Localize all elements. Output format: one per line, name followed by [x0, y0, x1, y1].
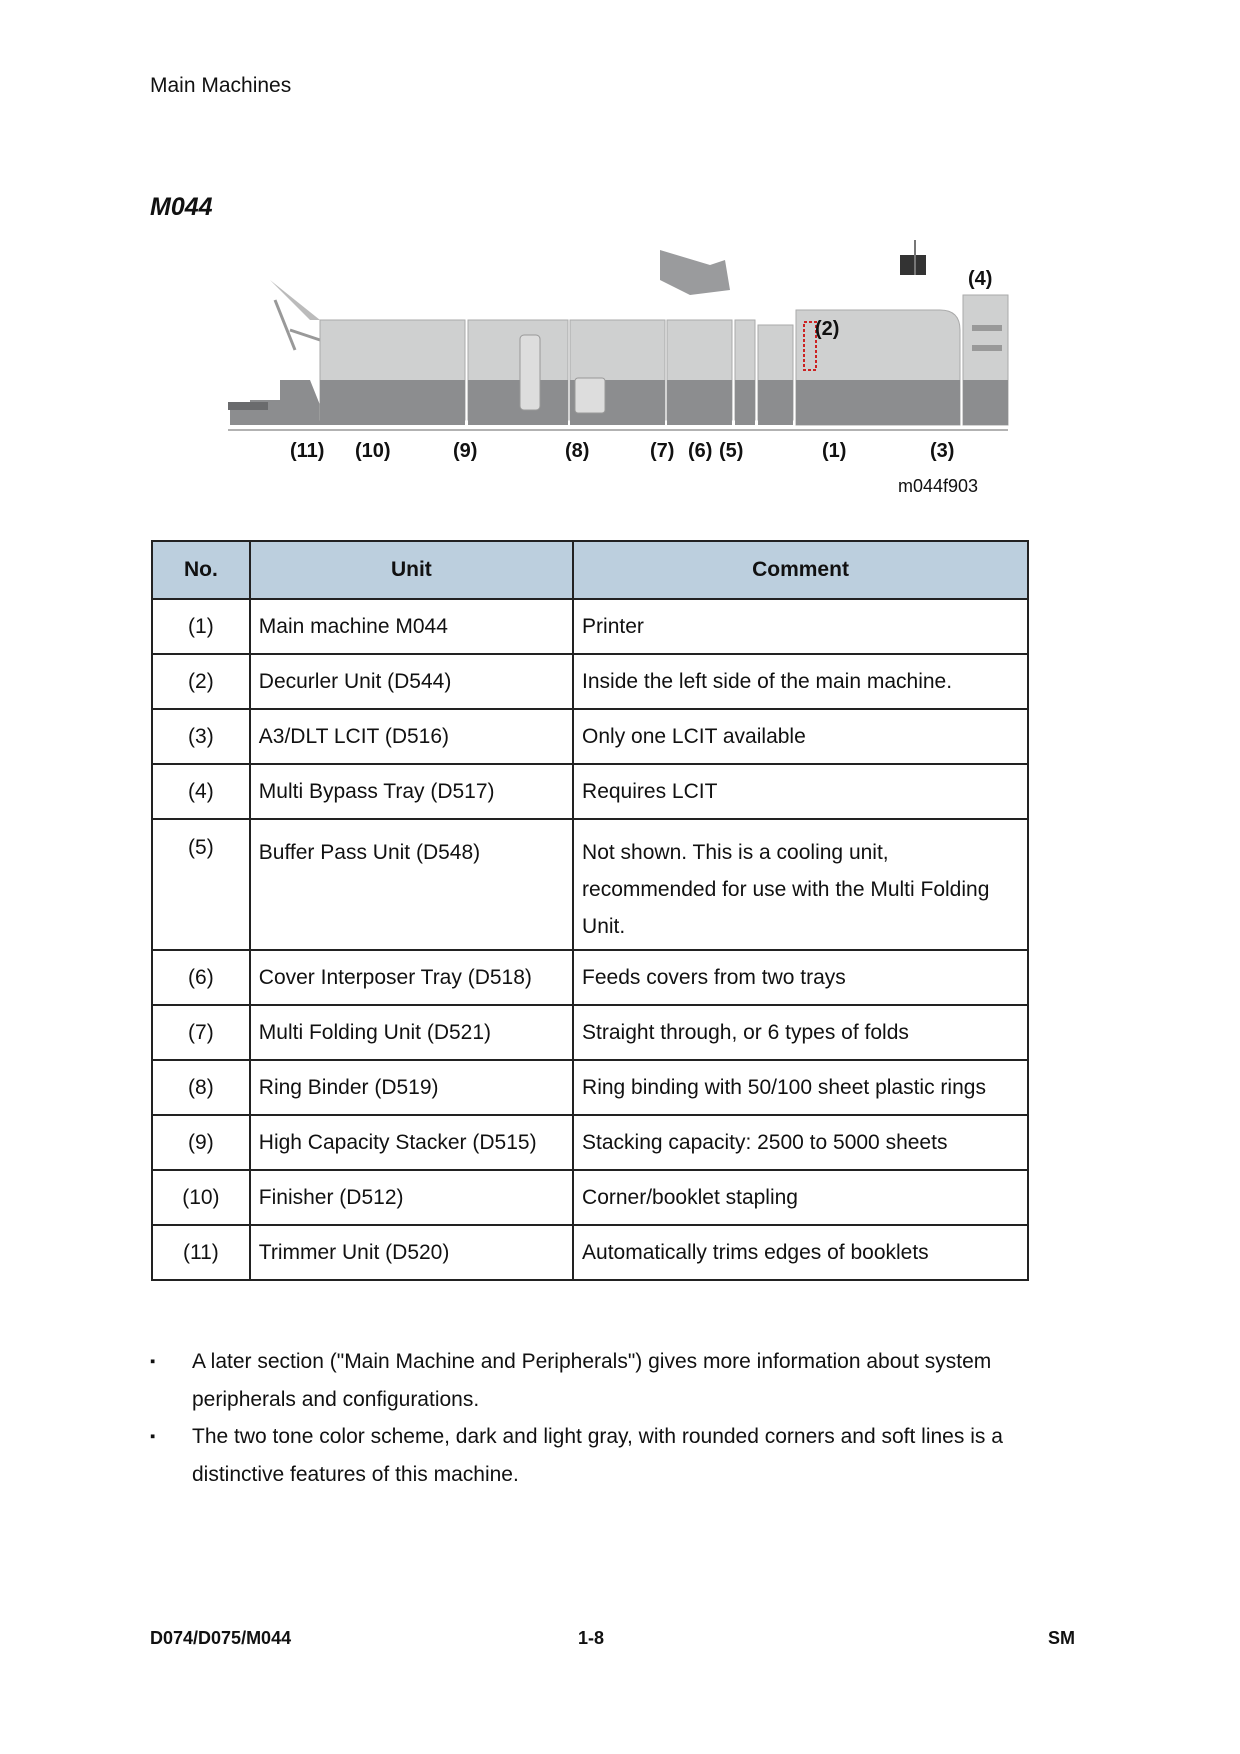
cell-comment: Automatically trims edges of booklets	[573, 1225, 1028, 1280]
cell-no: (7)	[152, 1005, 250, 1060]
cell-comment: Requires LCIT	[573, 764, 1028, 819]
cell-unit: Ring Binder (D519)	[250, 1060, 573, 1115]
cell-no: (11)	[152, 1225, 250, 1280]
callout-9: (9)	[453, 440, 478, 462]
callout-10: (10)	[355, 440, 391, 462]
cell-unit: Multi Bypass Tray (D517)	[250, 764, 573, 819]
machine-illustration	[220, 240, 1010, 470]
footer-page-number: 1-8	[578, 1628, 605, 1648]
cell-unit: Main machine M044	[250, 599, 573, 654]
cell-unit: A3/DLT LCIT (D516)	[250, 709, 573, 764]
column-header-unit: Unit	[250, 541, 573, 599]
table-row	[152, 1115, 1028, 1170]
list-item	[150, 1343, 1050, 1418]
cell-unit: Multi Folding Unit (D521)	[250, 1005, 573, 1060]
cell-no: (1)	[152, 599, 250, 654]
ring-binder-illustration	[570, 320, 665, 425]
cell-unit: Finisher (D512)	[250, 1170, 573, 1225]
cell-no: (6)	[152, 950, 250, 1005]
cell-no: (2)	[152, 654, 250, 709]
callout-2: (2)	[815, 318, 840, 340]
callout-6: (6)	[688, 440, 713, 462]
table-row	[152, 1060, 1028, 1115]
table-row	[152, 1005, 1028, 1060]
bullet-square-icon: ▪	[150, 1428, 156, 1445]
table-row	[152, 599, 1028, 654]
footer-manual-code: SM	[1048, 1628, 1075, 1648]
cell-no: (5)	[152, 819, 250, 950]
cell-comment: Straight through, or 6 types of folds	[573, 1005, 1028, 1060]
footer-model-codes: D074/D075/M044	[150, 1628, 292, 1648]
cell-no: (3)	[152, 709, 250, 764]
table-row	[152, 1170, 1028, 1225]
table-row	[152, 950, 1028, 1005]
callout-1: (1)	[822, 440, 847, 462]
cell-comment: Printer	[573, 599, 1028, 654]
cell-unit: Decurler Unit (D544)	[250, 654, 573, 709]
callout-4: (4)	[968, 268, 993, 290]
cell-no: (9)	[152, 1115, 250, 1170]
list-item	[150, 1418, 1050, 1493]
cell-no: (8)	[152, 1060, 250, 1115]
table-row	[152, 1225, 1028, 1280]
note-text: A later section ("Main Machine and Peripherals") gives more information about system peripherals and configurations.	[192, 1350, 992, 1411]
callout-8: (8)	[565, 440, 590, 462]
cell-unit: Buffer Pass Unit (D548)	[250, 819, 573, 950]
running-header: Main Machines	[150, 74, 292, 97]
cell-comment: Corner/booklet stapling	[573, 1170, 1028, 1225]
multi-folding-illustration	[660, 250, 732, 425]
table-row	[152, 819, 1028, 950]
cell-unit: Cover Interposer Tray (D518)	[250, 950, 573, 1005]
trimmer-unit-illustration	[228, 300, 320, 425]
cell-no: (4)	[152, 764, 250, 819]
table-row	[152, 654, 1028, 709]
table-row	[152, 709, 1028, 764]
column-header-comment: Comment	[573, 541, 1028, 599]
callout-11: (11)	[290, 440, 325, 462]
machine-configuration-figure	[220, 240, 1010, 505]
units-table	[151, 540, 1029, 1281]
bullet-square-icon: ▪	[150, 1353, 156, 1370]
note-text: The two tone color scheme, dark and light gray, with rounded corners and soft lines is a distinctive features of this machine.	[192, 1425, 1003, 1486]
cell-comment: Inside the left side of the main machine.	[573, 654, 1028, 709]
cell-unit: Trimmer Unit (D520)	[250, 1225, 573, 1280]
notes-list	[150, 1343, 1050, 1493]
cell-comment: Feeds covers from two trays	[573, 950, 1028, 1005]
table-header-row	[152, 541, 1028, 599]
cell-comment: Ring binding with 50/100 sheet plastic rings	[573, 1060, 1028, 1115]
cell-comment: Stacking capacity: 2500 to 5000 sheets	[573, 1115, 1028, 1170]
figure-id: m044f903	[898, 476, 979, 496]
cell-unit: High Capacity Stacker (D515)	[250, 1115, 573, 1170]
stacker-illustration	[468, 320, 568, 425]
cell-no: (10)	[152, 1170, 250, 1225]
interposer-buffer-illustration	[735, 320, 793, 425]
cell-comment: Not shown. This is a cooling unit, recommended for use with the Multi Folding Unit.	[573, 819, 1028, 950]
table-row	[152, 764, 1028, 819]
column-header-no: No.	[152, 541, 250, 599]
lcit-illustration	[963, 295, 1008, 425]
callout-7: (7)	[650, 440, 675, 462]
callout-5: (5)	[719, 440, 744, 462]
model-title: M044	[150, 193, 213, 221]
callout-3: (3)	[930, 440, 955, 462]
cell-comment: Only one LCIT available	[573, 709, 1028, 764]
